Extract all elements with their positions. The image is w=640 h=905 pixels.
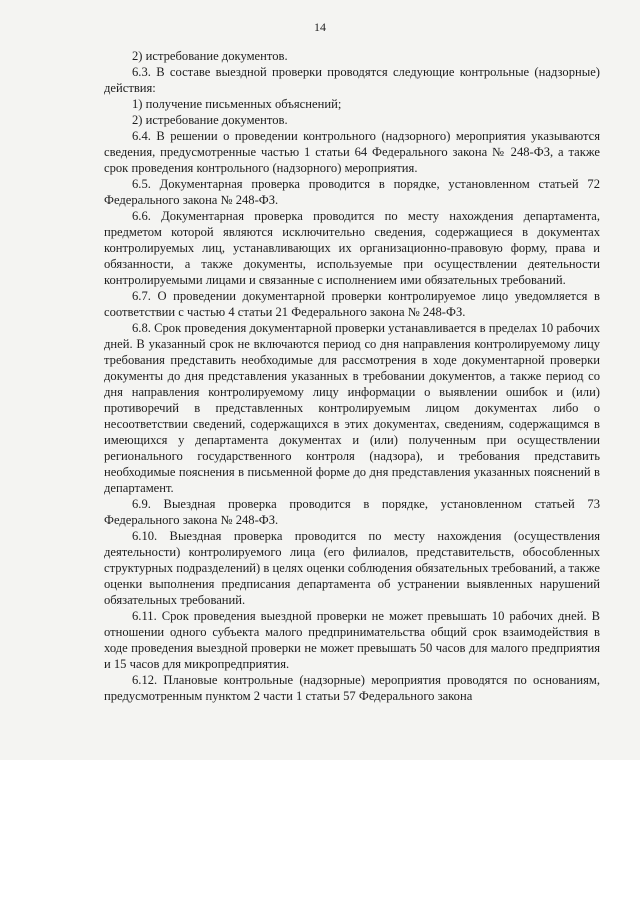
paragraph: 6.12. Плановые контрольные (надзорные) мероприятия проводятся по основаниям, предусмотренным пунктом 2 части 1 статьи 57 Федерального закона [104, 673, 600, 703]
paragraph: 6.6. Документарная проверка проводится по месту нахождения департамента, предметом которой являются исключительно сведения, содержащиеся в документах контролируемых лиц, устанавливающих их организационно-правовую форму, права и обязанности, а также документы, используемые при осуществлении деятельности контролируемыми лицами и связанные с исполнением ими обязательных требований. [104, 209, 600, 287]
paragraph: 6.10. Выездная проверка проводится по месту нахождения (осуществления деятельности) контролируемого лица (его филиалов, представительств, обособленных структурных подразделений) в целях оценки соблюдения обязательных требований, а также оценки выполнения предписания департамента об устранении выявленных нарушений обязательных требований. [104, 529, 600, 607]
page-number: 14 [314, 20, 326, 34]
paragraph: 1) получение письменных объяснений; [132, 97, 342, 111]
paragraph: 6.5. Документарная проверка проводится в порядке, установленном статьей 72 Федерального закона № 248-ФЗ. [104, 177, 600, 207]
paragraph: 6.11. Срок проведения выездной проверки не может превышать 10 рабочих дней. В отношении одного субъекта малого предпринимательства общий срок взаимодействия в ходе проведения выездной проверки не может превышать 50 часов для малого предприятия и 15 часов для микропредприятия. [104, 609, 600, 671]
paragraph: 6.9. Выездная проверка проводится в порядке, установленном статьей 73 Федерального закона № 248-ФЗ. [104, 497, 600, 527]
paragraph: 2) истребование документов. [132, 49, 288, 63]
paragraph: 6.3. В составе выездной проверки проводятся следующие контрольные (надзорные) действия: [104, 65, 600, 95]
paragraph: 6.4. В решении о проведении контрольного (надзорного) мероприятия указываются сведения, предусмотренные частью 1 статьи 64 Федерального закона № 248-ФЗ, а также срок проведения контрольного (надзорного) мероприятия. [104, 129, 600, 175]
paragraph: 2) истребование документов. [132, 113, 288, 127]
blank-area [0, 760, 640, 905]
paragraph: 6.7. О проведении документарной проверки контролируемое лицо уведомляется в соответствии с частью 4 статьи 21 Федерального закона № 248-ФЗ. [104, 289, 600, 319]
document-text [104, 48, 600, 704]
paragraph: 6.8. Срок проведения документарной проверки устанавливается в пределах 10 рабочих дней. В указанный срок не включаются период со дня направления контролируемому лицу требования представить необходимые для рассмотрения в ходе документарной проверки документы до дня представления указанных в требовании документов, а также период со дня направления контролируемому лицу информации о выявлении ошибок и (или) противоречий в представленных контролируемым лицом документах либо о несоответствии сведений, содержащихся в этих документах, сведениям, содержащимся в имеющихся у департамента документах и (или) полученным при осуществлении регионального государственного контроля (надзора), и требования представить необходимые пояснения в письменной форме до дня представления указанных пояснений в департамент. [104, 321, 600, 495]
